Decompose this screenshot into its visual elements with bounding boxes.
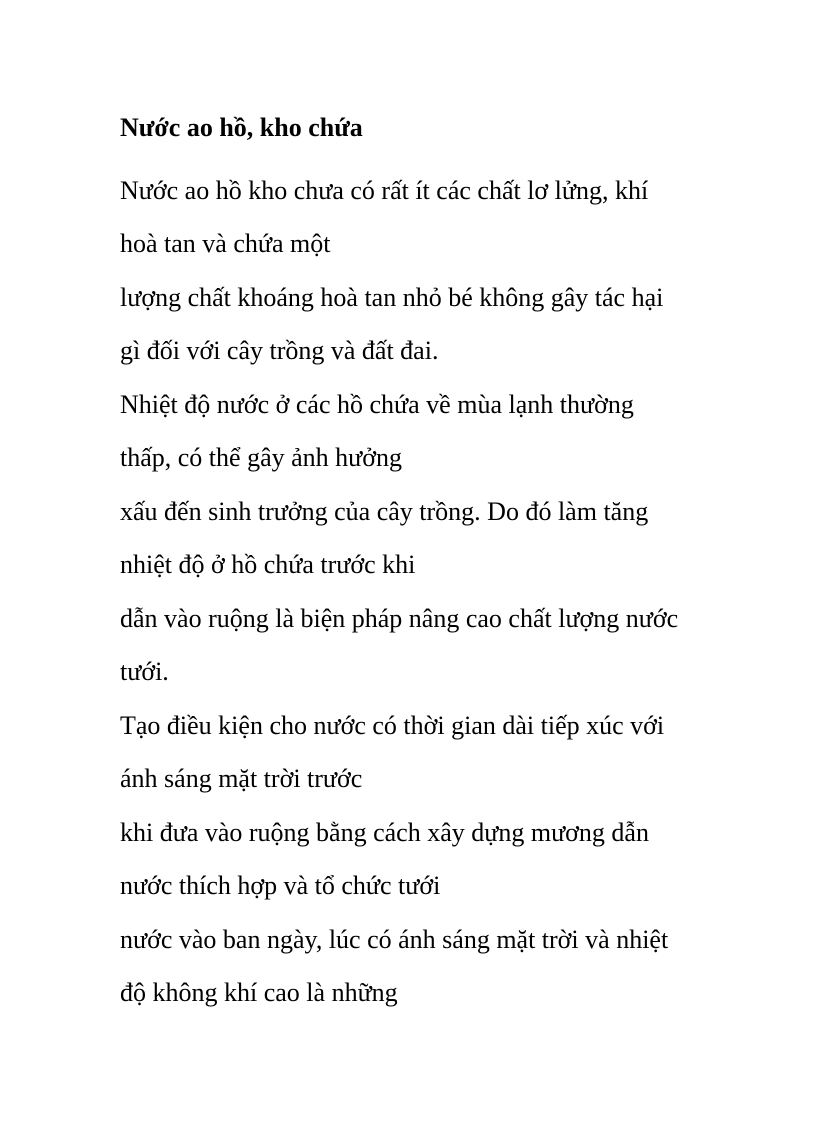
- text-line: Nước ao hồ kho chưa có rất ít các chất lơ lửng, khí: [120, 176, 649, 205]
- text-line: xấu đến sinh trưởng của cây trồng. Do đó làm tăng: [120, 497, 649, 526]
- text-line: lượng chất khoáng hoà tan nhỏ bé không gây tác hại: [120, 283, 664, 312]
- text-line: hoà tan và chứa một: [120, 229, 331, 258]
- text-line: độ không khí cao là những: [120, 978, 398, 1007]
- paragraph: [120, 164, 706, 270]
- text-line: Nhiệt độ nước ở các hồ chứa về mùa lạnh thường: [120, 390, 634, 419]
- text-line: ánh sáng mặt trời trước: [120, 764, 363, 793]
- paragraph: [120, 913, 706, 1019]
- paragraph: [120, 485, 706, 591]
- text-line: nhiệt độ ở hồ chứa trước khi: [120, 550, 416, 579]
- paragraph: [120, 271, 706, 377]
- paragraph: [120, 378, 706, 484]
- paragraph: [120, 806, 706, 912]
- text-line: gì đối với cây trồng và đất đai.: [120, 336, 439, 365]
- section-heading: Nước ao hồ, kho chứa: [120, 113, 363, 142]
- paragraph: [120, 699, 706, 805]
- paragraph: [120, 592, 706, 698]
- text-line: tưới.: [120, 657, 169, 686]
- text-line: dẫn vào ruộng là biện pháp nâng cao chất lượng nước: [120, 604, 679, 633]
- text-line: thấp, có thể gây ảnh hưởng: [120, 443, 402, 472]
- text-line: nước thích hợp và tổ chức tưới: [120, 871, 441, 900]
- text-line: khi đưa vào ruộng bằng cách xây dựng mương dẫn: [120, 818, 649, 847]
- text-line: Tạo điều kiện cho nước có thời gian dài tiếp xúc với: [120, 711, 665, 740]
- text-line: nước vào ban ngày, lúc có ánh sáng mặt trời và nhiệt: [120, 925, 669, 954]
